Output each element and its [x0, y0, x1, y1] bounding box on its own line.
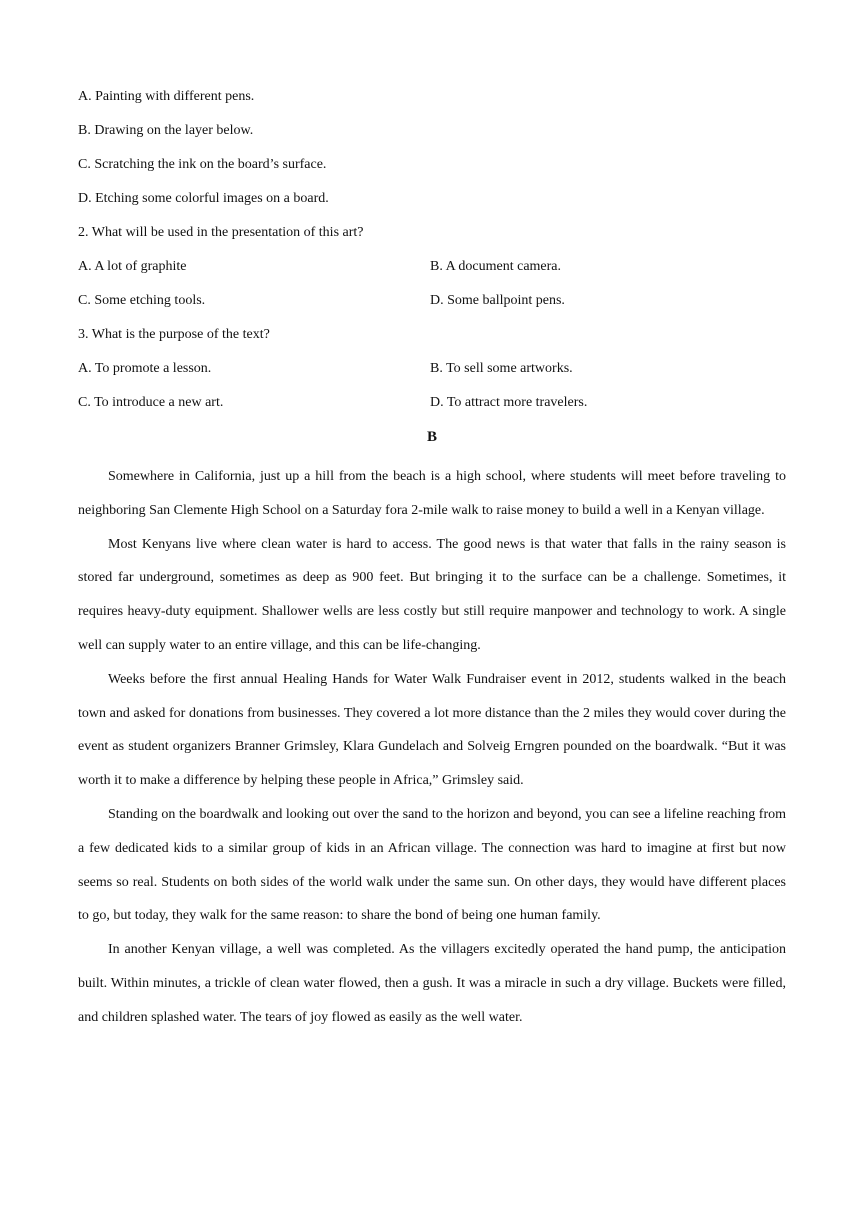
q2-option-d: D. Some ballpoint pens.: [430, 293, 565, 308]
paragraph: In another Kenyan village, a well was completed. As the villagers excitedly operated the hand pump, the anticipation built. Within minutes, a trickle of clean water flowed, then a gush. It was a miracle in such a dry village. Buckets were filled, and children splashed water. The tears of joy flowed as easily as the well water.: [78, 942, 786, 1025]
section-b-heading: B: [426, 429, 437, 445]
q3-option-b: B. To sell some artworks.: [430, 361, 573, 376]
paragraph: Standing on the boardwalk and looking out over the sand to the horizon and beyond, you can see a lifeline reaching from a few dedicated kids to a similar group of kids in an African village. The connection was hard to imagine at first but now seems so real. Students on both sides of the world walk under the same sun. On other days, they would have different places to go, but today, they walk for the same reason: to share the bond of being one human family.: [78, 806, 786, 924]
question-1-options: [78, 86, 786, 222]
q1-option-b: B. Drawing on the layer below.: [78, 123, 254, 138]
q2-options-row-1: [78, 256, 786, 290]
q2-options-row-2: [78, 290, 786, 324]
q3-options-row-1: [78, 358, 786, 392]
q3-question: 3. What is the purpose of the text?: [78, 327, 270, 342]
question-2: [78, 222, 786, 324]
question-3: [78, 324, 786, 426]
q1-option-c: C. Scratching the ink on the board’s surface.: [78, 157, 327, 172]
q3-option-c: C. To introduce a new art.: [78, 395, 224, 410]
paragraph: Somewhere in California, just up a hill from the beach is a high school, where students will meet before traveling to neighboring San Clemente High School on a Saturday fora 2-mile walk to raise money to build a well in a Kenyan village.: [78, 469, 786, 518]
q1-option-d: D. Etching some colorful images on a board.: [78, 191, 329, 206]
q3-option-a: A. To promote a lesson.: [78, 361, 212, 376]
document-page: [78, 86, 786, 1041]
paragraph: Weeks before the first annual Healing Hands for Water Walk Fundraiser event in 2012, students walked in the beach town and asked for donations from businesses. They covered a lot more distance than the 2 miles they would cover during the event as student organizers Branner Grimsley, Klara Gundelach and Solveig Erngren pounded on the boardwalk. “But it was worth it to make a difference by helping these people in Africa,” Grimsley said.: [78, 671, 786, 789]
passage-b: [78, 460, 786, 1035]
q2-option-b: B. A document camera.: [430, 259, 562, 274]
q1-option-a: A. Painting with different pens.: [78, 89, 255, 104]
q3-options-row-2: [78, 392, 786, 426]
q2-option-a: A. A lot of graphite: [78, 259, 187, 274]
q2-option-c: C. Some etching tools.: [78, 293, 206, 308]
paragraph: Most Kenyans live where clean water is hard to access. The good news is that water that falls in the rainy season is stored far underground, sometimes as deep as 900 feet. But bringing it to the surface can be a challenge. Sometimes, it requires heavy-duty equipment. Shallower wells are less costly but still require manpower and technology to work. A single well can supply water to an entire village, and this can be life-changing.: [78, 536, 786, 653]
q3-option-d: D. To attract more travelers.: [430, 395, 588, 410]
q2-question: 2. What will be used in the presentation of this art?: [78, 225, 364, 240]
